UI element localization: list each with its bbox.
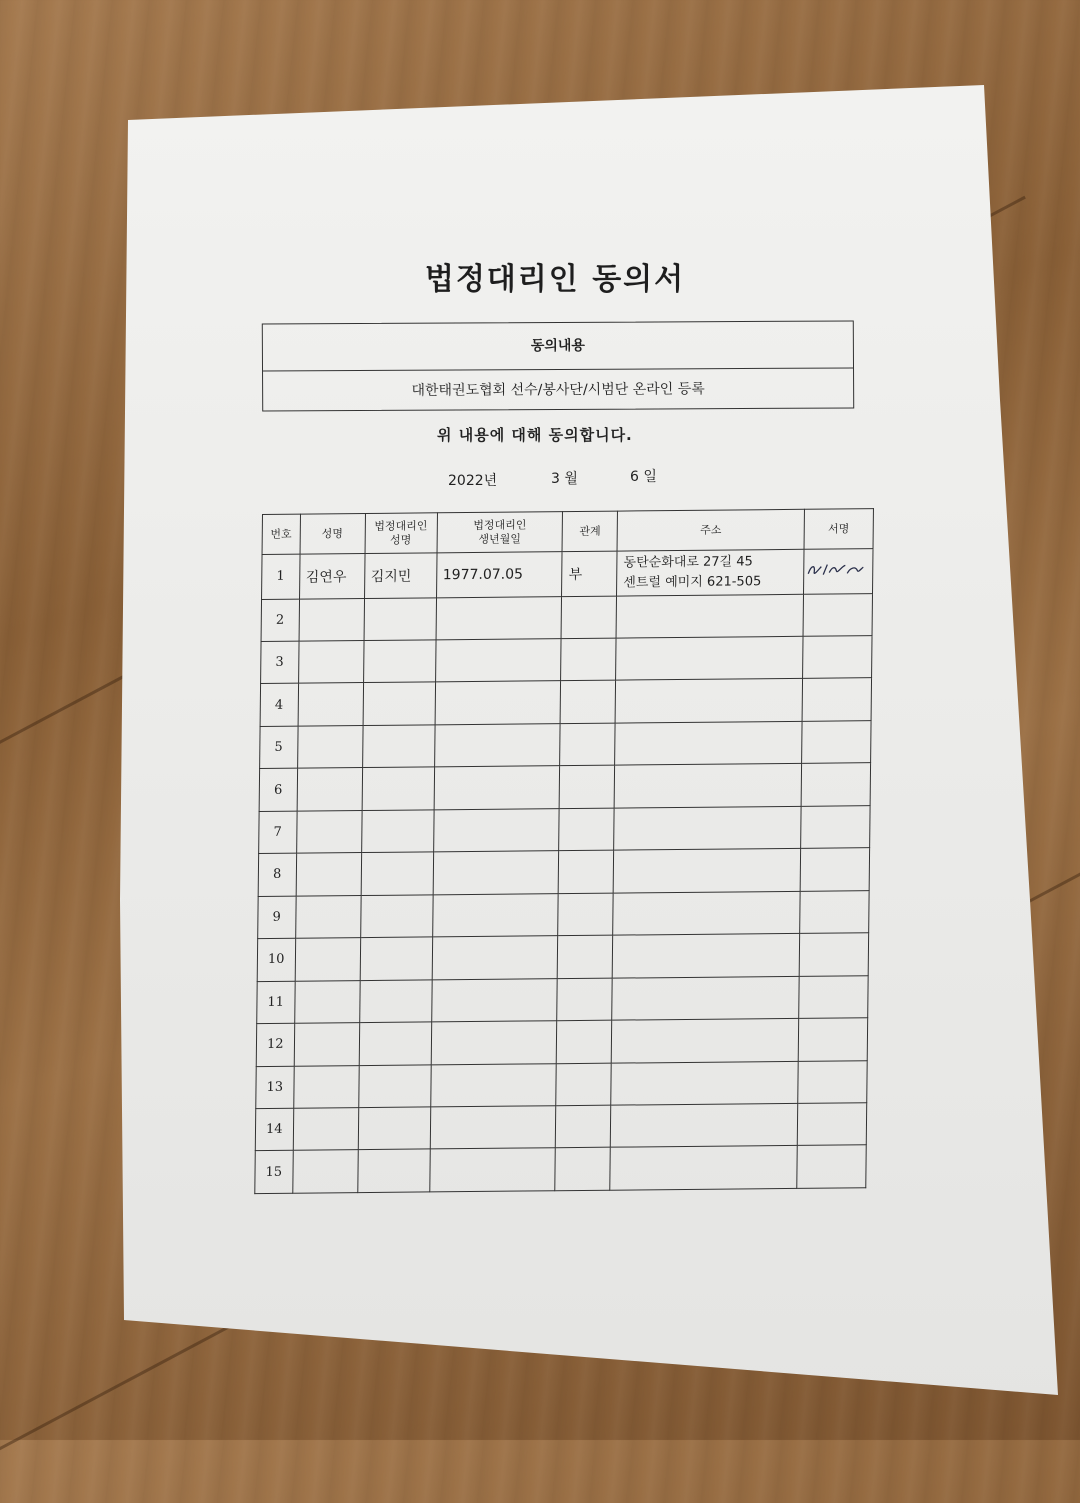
address-cell	[616, 594, 803, 638]
address-line-1	[618, 1082, 797, 1084]
signature-cell	[799, 975, 869, 1018]
guardian-name-cell	[359, 980, 432, 1023]
address-line-1	[619, 997, 798, 999]
address-line-2	[621, 827, 800, 829]
address-line-2	[621, 785, 800, 787]
child-name-cell	[299, 598, 364, 641]
guardian-birth-cell	[433, 851, 559, 895]
relation-cell	[559, 808, 614, 851]
child-name-cell	[295, 895, 360, 938]
child-name-cell	[298, 683, 363, 726]
child-name-cell	[296, 853, 361, 896]
consent-text: 대한태권도협회 선수/봉사단/시범단 온라인 등록	[411, 381, 705, 399]
row-number: 3	[261, 641, 299, 684]
guardian-birth-cell	[435, 639, 561, 683]
table-row	[256, 1060, 867, 1108]
address-line-1	[622, 658, 801, 660]
child-name-cell	[293, 1065, 358, 1108]
agreement-statement: 위 내용에 대해 동의합니다.	[437, 426, 633, 444]
header-guardian-birth-line1: 법정대리인	[473, 517, 527, 532]
row-number: 9	[258, 896, 296, 939]
address-line-1	[622, 742, 801, 744]
table-row	[258, 890, 869, 938]
relation-cell	[557, 978, 612, 1021]
row-number: 12	[256, 1023, 294, 1066]
row-number: 5	[260, 726, 298, 769]
header-signature: 서명	[804, 509, 874, 550]
address-line-1	[623, 615, 802, 617]
guardian-name-cell	[358, 1064, 431, 1107]
child-name-cell	[293, 1108, 358, 1151]
relation-cell	[555, 1148, 610, 1191]
relation-cell	[559, 850, 614, 893]
guardian-name-cell	[363, 682, 436, 725]
address-cell	[614, 764, 801, 808]
table-row	[259, 763, 870, 811]
address-cell	[612, 934, 799, 978]
relation-cell: 부	[562, 551, 617, 596]
table-row	[261, 593, 872, 641]
row-number: 6	[259, 769, 297, 812]
address-line-1	[622, 700, 801, 702]
header-guardian-birth	[437, 512, 563, 553]
address-line-1	[620, 912, 799, 914]
signature-cell	[800, 848, 870, 891]
header-address: 주소	[617, 509, 804, 551]
address-line-2	[622, 742, 801, 744]
guardian-birth-cell	[431, 1021, 557, 1065]
child-name-cell	[294, 980, 359, 1023]
address-cell	[616, 636, 803, 680]
signature-cell	[803, 593, 873, 636]
guardian-birth-cell	[432, 936, 558, 980]
table-row	[257, 933, 868, 981]
signature-cell	[799, 933, 869, 976]
relation-cell	[561, 596, 616, 639]
address-line-1	[617, 1167, 796, 1169]
guardian-name-cell	[357, 1149, 430, 1192]
header-guardian-name-line2: 성명	[390, 533, 412, 547]
signature-cell	[801, 763, 871, 806]
child-name-cell	[294, 1023, 359, 1066]
address-line-2	[618, 1082, 797, 1084]
child-name-cell	[297, 725, 362, 768]
address-line-1	[620, 870, 799, 872]
row-number: 1	[262, 554, 300, 599]
row-number: 7	[259, 811, 297, 854]
address-line-1	[619, 955, 798, 957]
address-line-2	[620, 912, 799, 914]
child-name-cell	[292, 1150, 357, 1193]
address-cell	[617, 549, 804, 595]
guardian-birth-cell	[430, 1063, 556, 1107]
address-line-2	[617, 1167, 796, 1169]
relation-cell	[558, 935, 613, 978]
relation-cell	[561, 638, 616, 681]
row-number: 13	[256, 1066, 294, 1109]
row-number: 8	[258, 853, 296, 896]
table-row	[259, 805, 870, 853]
relation-cell	[558, 893, 613, 936]
child-name-cell: 김연우	[299, 554, 364, 599]
address-line-1	[617, 1125, 796, 1127]
address-cell	[611, 1018, 798, 1062]
header-no: 번호	[262, 514, 300, 554]
header-name: 성명	[300, 514, 365, 555]
guardian-name-cell	[363, 640, 436, 683]
address-line-1	[621, 785, 800, 787]
row-number: 11	[257, 981, 295, 1024]
address-cell	[612, 976, 799, 1020]
guardian-name-cell	[360, 937, 433, 980]
child-name-cell	[298, 641, 363, 684]
relation-cell	[556, 1063, 611, 1106]
table-header-row	[262, 509, 873, 555]
date-day: 6 일	[630, 469, 657, 485]
consent-header: 동의내용	[263, 321, 853, 371]
guardian-name-cell: 김지민	[364, 553, 437, 598]
header-guardian-name-line1: 법정대리인	[374, 518, 428, 533]
address-cell	[613, 891, 800, 935]
guardian-birth-cell: 1977.07.05	[436, 552, 562, 598]
signature-cell	[800, 890, 870, 933]
address-line-2	[622, 658, 801, 660]
guardian-name-cell	[364, 597, 437, 640]
guardian-name-cell	[360, 895, 433, 938]
signature-cell	[797, 1145, 867, 1188]
handwritten-signature	[805, 558, 865, 581]
guardian-birth-cell	[431, 978, 557, 1022]
signature-cell	[798, 1018, 868, 1061]
guardian-birth-cell	[429, 1148, 555, 1192]
signature-cell	[798, 1060, 868, 1103]
guardian-table	[254, 508, 874, 1194]
address-cell	[614, 806, 801, 850]
table-row	[255, 1145, 866, 1193]
address-cell	[610, 1146, 797, 1190]
relation-cell	[560, 723, 615, 766]
table-row	[258, 848, 869, 896]
document-title: 법정대리인 동의서	[424, 262, 686, 297]
table-row	[257, 975, 868, 1023]
guardian-birth-cell	[435, 681, 561, 725]
address-cell	[613, 849, 800, 893]
address-line-2	[619, 955, 798, 957]
address-line-1	[618, 1040, 797, 1042]
table-row	[260, 721, 871, 769]
address-line-2: 센트럴 예미지 621-505	[623, 573, 762, 591]
signature-cell	[802, 721, 872, 764]
row-number: 2	[261, 599, 299, 642]
address-line-2	[623, 615, 802, 617]
header-relation: 관계	[562, 511, 617, 552]
address-line-2	[618, 1040, 797, 1042]
signature-cell	[801, 805, 871, 848]
date-year: 2022년	[448, 473, 498, 489]
consent-content-box	[262, 320, 854, 411]
header-guardian-name	[365, 513, 437, 554]
guardian-birth-cell	[434, 766, 560, 810]
child-name-cell	[296, 810, 361, 853]
guardian-birth-cell	[432, 893, 558, 937]
table-row	[255, 1103, 866, 1151]
signature-cell	[803, 549, 873, 594]
address-line-1: 동탄순화대로 27길 45	[623, 554, 753, 571]
relation-cell	[556, 1105, 611, 1148]
relation-cell	[560, 765, 615, 808]
signature-cell	[802, 636, 872, 679]
table-row	[262, 549, 873, 599]
guardian-birth-cell	[430, 1106, 556, 1150]
guardian-birth-cell	[436, 596, 562, 640]
address-cell	[611, 1061, 798, 1105]
row-number: 14	[255, 1108, 293, 1151]
relation-cell	[557, 1020, 612, 1063]
child-name-cell	[295, 938, 360, 981]
address-cell	[615, 679, 802, 723]
header-guardian-birth-line2: 생년월일	[478, 532, 521, 546]
guardian-name-cell	[361, 852, 434, 895]
table-row	[261, 636, 872, 684]
row-number: 4	[260, 684, 298, 727]
address-cell	[610, 1103, 797, 1147]
guardian-name-cell	[359, 1022, 432, 1065]
relation-cell	[560, 681, 615, 724]
table-row	[256, 1018, 867, 1066]
row-number: 15	[255, 1151, 293, 1194]
guardian-birth-cell	[433, 808, 559, 852]
guardian-birth-cell	[434, 724, 560, 768]
address-line-2	[620, 870, 799, 872]
address-line-2	[619, 997, 798, 999]
guardian-name-cell	[362, 725, 435, 768]
child-name-cell	[297, 768, 362, 811]
address-line-1	[621, 827, 800, 829]
address-line-2	[622, 700, 801, 702]
date-month: 3 월	[551, 471, 578, 487]
guardian-name-cell	[358, 1107, 431, 1150]
guardian-name-cell	[361, 810, 434, 853]
table-row	[260, 678, 871, 726]
signature-cell	[797, 1103, 867, 1146]
row-number: 10	[257, 938, 295, 981]
signature-cell	[802, 678, 872, 721]
address-line-2	[617, 1125, 796, 1127]
guardian-name-cell	[362, 767, 435, 810]
address-cell	[615, 721, 802, 765]
